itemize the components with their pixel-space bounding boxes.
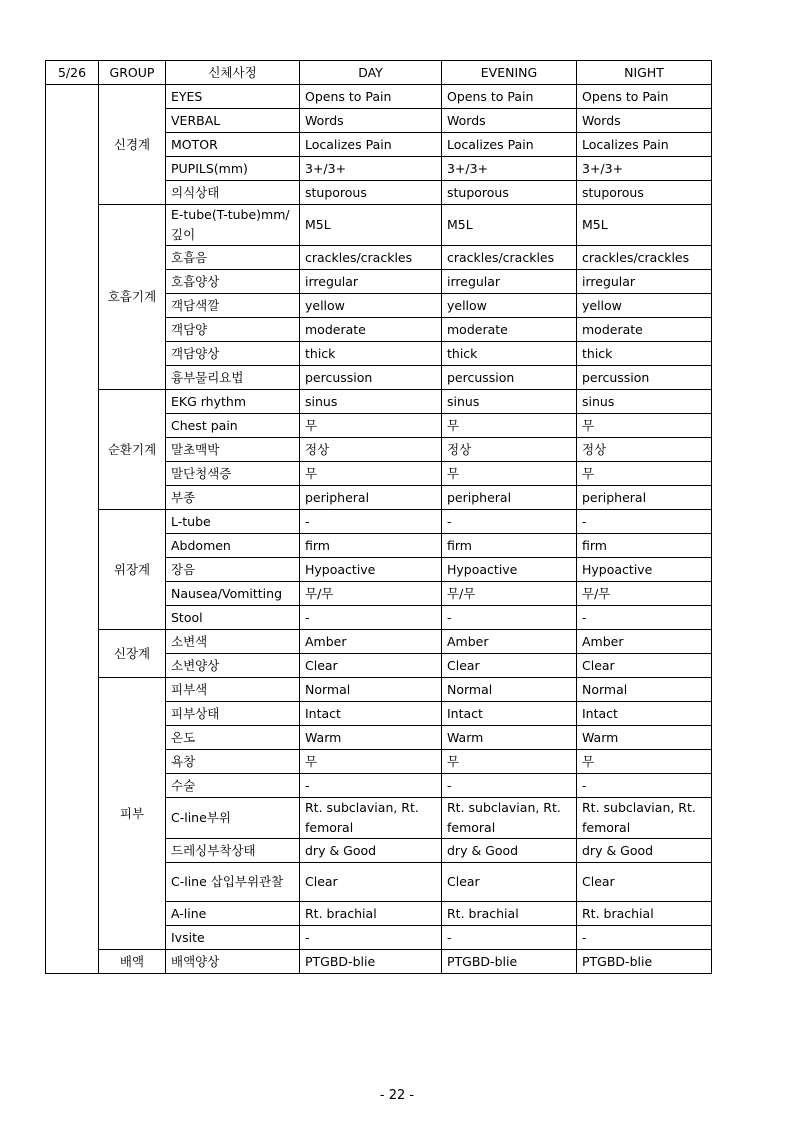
day-cell: Localizes Pain: [300, 133, 442, 157]
day-cell: -: [300, 926, 442, 950]
assessment-table: [45, 60, 712, 974]
day-cell: peripheral: [300, 486, 442, 510]
item-cell: VERBAL: [166, 109, 300, 133]
night-cell: Rt. subclavian, Rt. femoral: [577, 798, 712, 839]
item-cell: Chest pain: [166, 414, 300, 438]
evening-cell: 무: [442, 462, 577, 486]
evening-cell: M5L: [442, 205, 577, 246]
group-cell: 순환기계: [99, 390, 166, 510]
day-cell: Clear: [300, 654, 442, 678]
evening-cell: Opens to Pain: [442, 85, 577, 109]
date-cell: [46, 85, 99, 974]
night-cell: 무/무: [577, 582, 712, 606]
item-cell: 온도: [166, 726, 300, 750]
night-header: NIGHT: [577, 61, 712, 85]
evening-header: EVENING: [442, 61, 577, 85]
night-cell: percussion: [577, 366, 712, 390]
item-header: 신체사정: [166, 61, 300, 85]
table-row: [46, 630, 712, 654]
night-cell: thick: [577, 342, 712, 366]
night-cell: 무: [577, 750, 712, 774]
night-cell: Intact: [577, 702, 712, 726]
night-cell: Warm: [577, 726, 712, 750]
item-cell: Abdomen: [166, 534, 300, 558]
group-cell: 호흡기계: [99, 205, 166, 390]
date-header: 5/26: [46, 61, 99, 85]
night-cell: yellow: [577, 294, 712, 318]
night-cell: M5L: [577, 205, 712, 246]
evening-cell: 무/무: [442, 582, 577, 606]
evening-cell: yellow: [442, 294, 577, 318]
item-cell: 객담양: [166, 318, 300, 342]
table-row: [46, 390, 712, 414]
item-cell: 말단청색증: [166, 462, 300, 486]
day-cell: 무: [300, 462, 442, 486]
evening-cell: firm: [442, 534, 577, 558]
night-cell: crackles/crackles: [577, 246, 712, 270]
day-cell: irregular: [300, 270, 442, 294]
evening-cell: -: [442, 606, 577, 630]
evening-cell: Normal: [442, 678, 577, 702]
day-cell: sinus: [300, 390, 442, 414]
evening-cell: Hypoactive: [442, 558, 577, 582]
group-header: GROUP: [99, 61, 166, 85]
item-cell: Stool: [166, 606, 300, 630]
group-cell: 피부: [99, 678, 166, 950]
day-cell: M5L: [300, 205, 442, 246]
table-row: [46, 205, 712, 246]
evening-cell: moderate: [442, 318, 577, 342]
item-cell: 호흡음: [166, 246, 300, 270]
day-cell: Normal: [300, 678, 442, 702]
night-cell: Hypoactive: [577, 558, 712, 582]
group-cell: 신장계: [99, 630, 166, 678]
item-cell: 수술: [166, 774, 300, 798]
item-cell: L-tube: [166, 510, 300, 534]
evening-cell: -: [442, 774, 577, 798]
group-cell: 배액: [99, 950, 166, 974]
item-cell: 드레싱부착상태: [166, 839, 300, 863]
day-cell: Words: [300, 109, 442, 133]
day-cell: Hypoactive: [300, 558, 442, 582]
evening-cell: 3+/3+: [442, 157, 577, 181]
evening-cell: peripheral: [442, 486, 577, 510]
item-cell: Ivsite: [166, 926, 300, 950]
evening-cell: stuporous: [442, 181, 577, 205]
evening-cell: 무: [442, 414, 577, 438]
day-cell: Intact: [300, 702, 442, 726]
header-row: [46, 61, 712, 85]
night-cell: Clear: [577, 863, 712, 902]
night-cell: 무: [577, 462, 712, 486]
day-cell: Rt. brachial: [300, 902, 442, 926]
day-cell: 무/무: [300, 582, 442, 606]
night-cell: firm: [577, 534, 712, 558]
item-cell: 피부색: [166, 678, 300, 702]
night-cell: Rt. brachial: [577, 902, 712, 926]
evening-cell: Amber: [442, 630, 577, 654]
day-cell: 3+/3+: [300, 157, 442, 181]
night-cell: moderate: [577, 318, 712, 342]
day-cell: Rt. subclavian, Rt. femoral: [300, 798, 442, 839]
item-cell: A-line: [166, 902, 300, 926]
item-cell: 장음: [166, 558, 300, 582]
night-cell: irregular: [577, 270, 712, 294]
night-cell: -: [577, 606, 712, 630]
assessment-body: [46, 85, 712, 974]
evening-cell: crackles/crackles: [442, 246, 577, 270]
day-cell: -: [300, 606, 442, 630]
table-row: [46, 85, 712, 109]
evening-cell: dry & Good: [442, 839, 577, 863]
night-cell: 정상: [577, 438, 712, 462]
night-cell: -: [577, 926, 712, 950]
evening-cell: irregular: [442, 270, 577, 294]
night-cell: 무: [577, 414, 712, 438]
day-header: DAY: [300, 61, 442, 85]
item-cell: EYES: [166, 85, 300, 109]
evening-cell: Rt. brachial: [442, 902, 577, 926]
evening-cell: 무: [442, 750, 577, 774]
day-cell: Clear: [300, 863, 442, 902]
day-cell: PTGBD-blie: [300, 950, 442, 974]
day-cell: Warm: [300, 726, 442, 750]
day-cell: moderate: [300, 318, 442, 342]
day-cell: 무: [300, 414, 442, 438]
evening-cell: Intact: [442, 702, 577, 726]
night-cell: Localizes Pain: [577, 133, 712, 157]
night-cell: Words: [577, 109, 712, 133]
day-cell: yellow: [300, 294, 442, 318]
item-cell: 말초맥박: [166, 438, 300, 462]
item-cell: 배액양상: [166, 950, 300, 974]
item-cell: 소변색: [166, 630, 300, 654]
item-cell: Nausea/Vomitting: [166, 582, 300, 606]
night-cell: -: [577, 510, 712, 534]
day-cell: Amber: [300, 630, 442, 654]
item-cell: C-line 삽입부위관찰: [166, 863, 300, 902]
item-cell: 피부상태: [166, 702, 300, 726]
night-cell: Amber: [577, 630, 712, 654]
day-cell: stuporous: [300, 181, 442, 205]
item-cell: MOTOR: [166, 133, 300, 157]
day-cell: Opens to Pain: [300, 85, 442, 109]
night-cell: Clear: [577, 654, 712, 678]
table-row: [46, 510, 712, 534]
item-cell: PUPILS(mm): [166, 157, 300, 181]
item-cell: C-line부위: [166, 798, 300, 839]
evening-cell: Warm: [442, 726, 577, 750]
item-cell: 흉부물리요법: [166, 366, 300, 390]
evening-cell: Clear: [442, 863, 577, 902]
day-cell: -: [300, 774, 442, 798]
item-cell: 호흡양상: [166, 270, 300, 294]
day-cell: firm: [300, 534, 442, 558]
night-cell: PTGBD-blie: [577, 950, 712, 974]
evening-cell: Rt. subclavian, Rt. femoral: [442, 798, 577, 839]
night-cell: dry & Good: [577, 839, 712, 863]
evening-cell: PTGBD-blie: [442, 950, 577, 974]
night-cell: Opens to Pain: [577, 85, 712, 109]
evening-cell: -: [442, 510, 577, 534]
day-cell: percussion: [300, 366, 442, 390]
evening-cell: sinus: [442, 390, 577, 414]
item-cell: E-tube(T-tube)mm/깊이: [166, 205, 300, 246]
night-cell: -: [577, 774, 712, 798]
evening-cell: 정상: [442, 438, 577, 462]
item-cell: 부종: [166, 486, 300, 510]
page-number: - 22 -: [379, 1088, 415, 1103]
evening-cell: thick: [442, 342, 577, 366]
day-cell: 정상: [300, 438, 442, 462]
group-cell: 위장계: [99, 510, 166, 630]
day-cell: crackles/crackles: [300, 246, 442, 270]
day-cell: -: [300, 510, 442, 534]
evening-cell: percussion: [442, 366, 577, 390]
night-cell: Normal: [577, 678, 712, 702]
group-cell: 신경계: [99, 85, 166, 205]
table-row: [46, 678, 712, 702]
item-cell: 객담양상: [166, 342, 300, 366]
night-cell: peripheral: [577, 486, 712, 510]
night-cell: 3+/3+: [577, 157, 712, 181]
item-cell: EKG rhythm: [166, 390, 300, 414]
day-cell: 무: [300, 750, 442, 774]
evening-cell: Localizes Pain: [442, 133, 577, 157]
day-cell: thick: [300, 342, 442, 366]
item-cell: 소변양상: [166, 654, 300, 678]
item-cell: 욕창: [166, 750, 300, 774]
item-cell: 객담색깔: [166, 294, 300, 318]
night-cell: stuporous: [577, 181, 712, 205]
item-cell: 의식상태: [166, 181, 300, 205]
evening-cell: -: [442, 926, 577, 950]
evening-cell: Words: [442, 109, 577, 133]
day-cell: dry & Good: [300, 839, 442, 863]
table-row: [46, 950, 712, 974]
night-cell: sinus: [577, 390, 712, 414]
evening-cell: Clear: [442, 654, 577, 678]
